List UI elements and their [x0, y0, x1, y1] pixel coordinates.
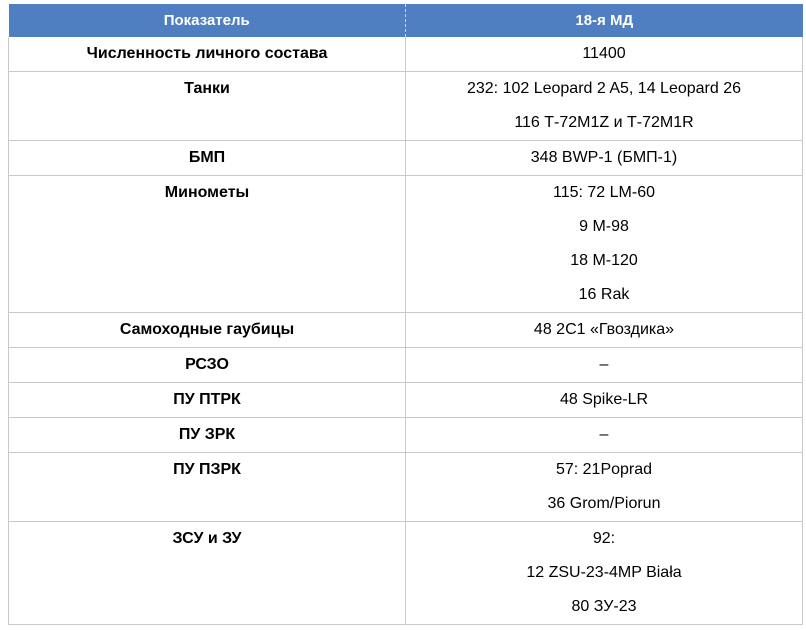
value-line: 18 M-120	[570, 252, 638, 269]
row-parameter	[9, 418, 406, 453]
table-row	[9, 418, 803, 453]
row-parameter	[9, 453, 406, 522]
row-parameter	[9, 383, 406, 418]
parameter-label: РСЗО	[185, 356, 229, 373]
table-row	[9, 453, 803, 522]
value-line: 48 2С1 «Гвоздика»	[533, 321, 675, 338]
value-line: 116 Т-72М1Z и Т-72М1R	[514, 114, 694, 131]
table-header-row	[9, 4, 803, 37]
table-row	[9, 383, 803, 418]
value-line: 16 Rak	[578, 286, 630, 303]
value-line: 11400	[582, 45, 626, 62]
header-division: 18-я МД	[406, 4, 803, 37]
value-line: 9 M-98	[579, 218, 629, 235]
value-line: 80 ЗУ-23	[571, 598, 637, 615]
table-row	[9, 72, 803, 141]
table-row	[9, 176, 803, 313]
row-values	[406, 418, 803, 453]
equipment-table	[8, 4, 803, 625]
value-line: 48 Spike-LR	[559, 391, 649, 408]
value-line: 348 BWP-1 (БМП-1)	[530, 149, 678, 166]
parameter-label: ПУ ПЗРК	[173, 461, 241, 478]
comparison-table-wrapper	[8, 4, 802, 625]
parameter-label: ПУ ЗРК	[178, 426, 236, 443]
value-line: 232: 102 Leopard 2 A5, 14 Leopard 26	[466, 80, 741, 97]
row-parameter	[9, 313, 406, 348]
parameter-label: Танки	[184, 80, 230, 97]
row-values	[406, 141, 803, 176]
parameter-label: ПУ ПТРК	[173, 391, 241, 408]
parameter-label: Самоходные гаубицы	[119, 321, 295, 338]
parameter-label: Численность личного состава	[86, 45, 328, 62]
table-row	[9, 37, 803, 72]
value-line: –	[599, 426, 609, 443]
row-parameter	[9, 72, 406, 141]
row-values	[406, 176, 803, 313]
parameter-label: БМП	[188, 149, 226, 166]
row-values	[406, 37, 803, 72]
value-line: –	[599, 356, 609, 373]
value-line: 92:	[592, 530, 616, 547]
row-values	[406, 453, 803, 522]
table-row	[9, 313, 803, 348]
table-row	[9, 522, 803, 625]
parameter-label: ЗСУ и ЗУ	[172, 530, 242, 547]
row-values	[406, 313, 803, 348]
table-row	[9, 141, 803, 176]
row-values	[406, 522, 803, 625]
row-values	[406, 72, 803, 141]
parameter-label: Минометы	[164, 184, 250, 201]
row-values	[406, 348, 803, 383]
value-line: 115: 72 LM-60	[553, 184, 655, 201]
table-row	[9, 348, 803, 383]
row-parameter	[9, 141, 406, 176]
value-line: 12 ZSU-23-4MP Biała	[526, 564, 682, 581]
row-parameter	[9, 348, 406, 383]
row-parameter	[9, 37, 406, 72]
header-parameter: Показатель	[9, 4, 406, 37]
row-parameter	[9, 176, 406, 313]
value-line: 57: 21Poprad	[555, 461, 653, 478]
value-line: 36 Grom/Piorun	[547, 495, 661, 512]
row-parameter	[9, 522, 406, 625]
row-values	[406, 383, 803, 418]
